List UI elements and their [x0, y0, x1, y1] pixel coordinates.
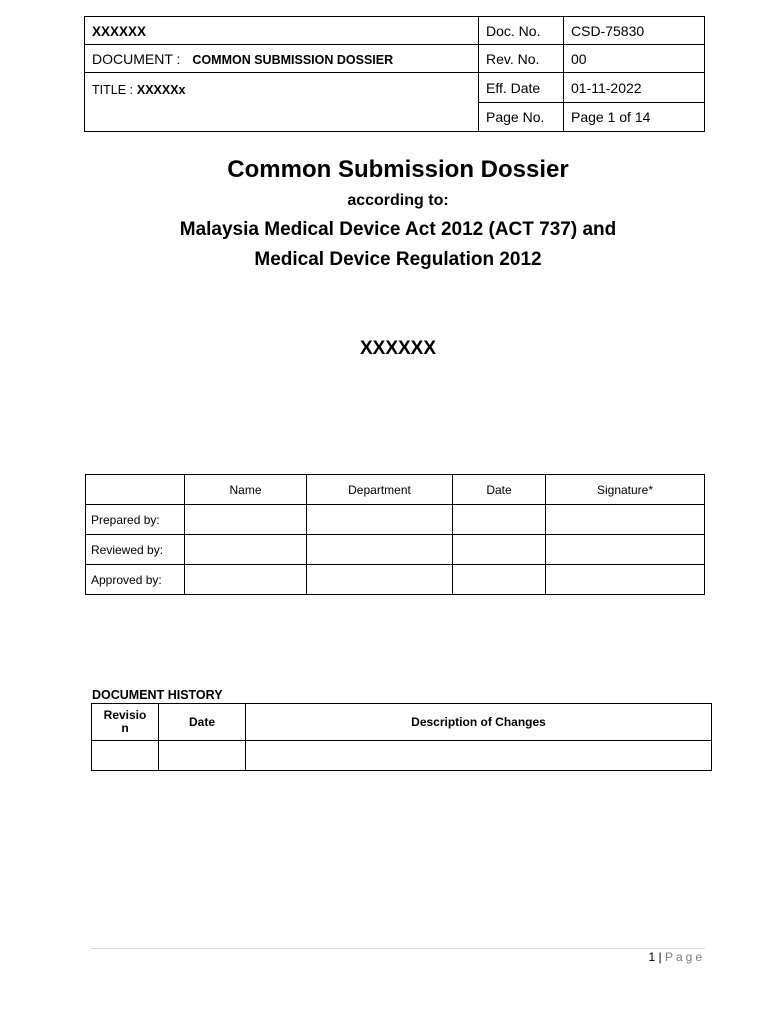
approval-header-date: Date — [453, 475, 546, 505]
history-header-revision: Revisio n — [92, 704, 159, 741]
eff-date-label: Eff. Date — [479, 73, 564, 103]
eff-date-value: 01-11-2022 — [564, 73, 705, 103]
reviewed-signature-field[interactable] — [546, 535, 705, 565]
title-cell — [85, 73, 479, 132]
footer-page-number — [648, 950, 705, 964]
document-type-label: DOCUMENT : — [92, 50, 181, 67]
footer-separator: | — [655, 950, 665, 964]
title-label: TITLE : — [92, 83, 133, 97]
prepared-date-field[interactable] — [453, 505, 546, 535]
approval-header-row — [86, 475, 705, 505]
history-row — [92, 741, 712, 771]
history-revision-field[interactable] — [92, 741, 159, 771]
footer-page-value: 1 — [648, 950, 656, 964]
document-type-cell — [85, 45, 479, 73]
approval-row-reviewed — [86, 535, 705, 565]
reviewed-name-field[interactable] — [185, 535, 307, 565]
title-value: XXXXXx — [136, 83, 186, 97]
approved-name-field[interactable] — [185, 565, 307, 595]
reviewed-department-field[interactable] — [307, 535, 453, 565]
prepared-name-field[interactable] — [185, 505, 307, 535]
approved-department-field[interactable] — [307, 565, 453, 595]
doc-no-value: CSD-75830 — [564, 17, 705, 45]
approval-header-empty — [86, 475, 185, 505]
approved-signature-field[interactable] — [546, 565, 705, 595]
company-code: XXXXXX — [92, 23, 147, 39]
history-header-row — [92, 704, 712, 741]
doc-no-label: Doc. No. — [479, 17, 564, 45]
prepared-department-field[interactable] — [307, 505, 453, 535]
page-no-value: Page 1 of 14 — [564, 103, 705, 132]
approval-row-label: Prepared by: — [86, 505, 185, 535]
approval-row-label: Reviewed by: — [86, 535, 185, 565]
history-header-description: Description of Changes — [246, 704, 712, 741]
company-code-cell — [85, 17, 479, 45]
approval-row-prepared — [86, 505, 705, 535]
document-history-heading: DOCUMENT HISTORY — [92, 688, 223, 702]
prepared-signature-field[interactable] — [546, 505, 705, 535]
history-date-field[interactable] — [159, 741, 246, 771]
document-subtitle: according to: — [347, 192, 449, 209]
document-header-table — [84, 16, 705, 132]
document-history-table — [91, 703, 712, 771]
approved-date-field[interactable] — [453, 565, 546, 595]
document-code: XXXXXX — [359, 338, 437, 359]
footer-divider — [91, 948, 705, 949]
rev-no-value: 00 — [564, 45, 705, 73]
history-header-date: Date — [159, 704, 246, 741]
rev-no-label: Rev. No. — [479, 45, 564, 73]
approval-header-department: Department — [307, 475, 453, 505]
approval-row-label: Approved by: — [86, 565, 185, 595]
approval-row-approved — [86, 565, 705, 595]
reviewed-date-field[interactable] — [453, 535, 546, 565]
document-title: Common Submission Dossier — [227, 156, 569, 183]
approval-table — [85, 474, 705, 595]
regulation-line-1: Malaysia Medical Device Act 2012 (ACT 737) and — [179, 219, 617, 240]
footer-page-word: Page — [664, 950, 705, 964]
history-description-field[interactable] — [246, 741, 712, 771]
page-no-label: Page No. — [479, 103, 564, 132]
approval-header-signature: Signature* — [546, 475, 705, 505]
regulation-line-2: Medical Device Regulation 2012 — [254, 249, 542, 270]
document-type-value: COMMON SUBMISSION DOSSIER — [192, 52, 394, 67]
approval-header-name: Name — [185, 475, 307, 505]
